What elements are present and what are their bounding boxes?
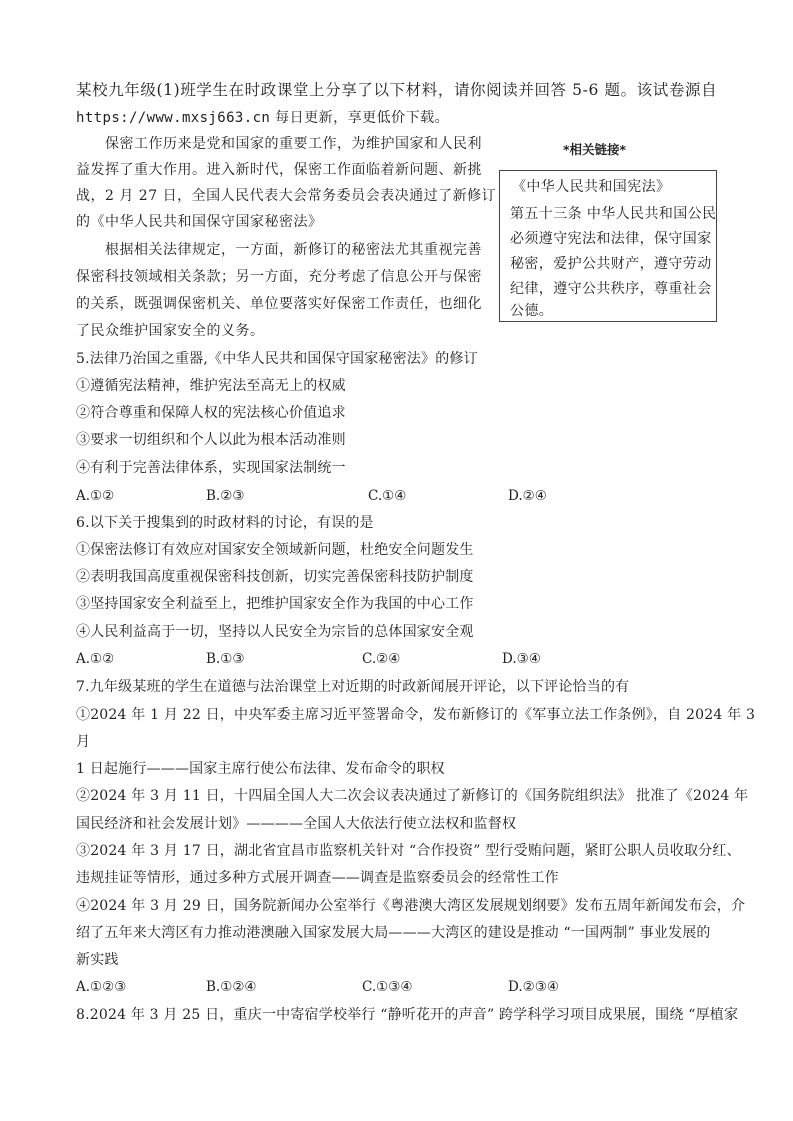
q6-item: ④人民利益高于一切，坚持以人民安全为宗旨的总体国家安全观 xyxy=(76,624,474,640)
q7-line: 绍了五年来大湾区有力推动港澳融入国家发展大局———大湾区的建设是推动 “一国两制” 事业发展的 xyxy=(76,925,711,941)
material-line: 了民众维护国家安全的义务。 xyxy=(76,323,265,339)
material-line: 保密科技领域相关条款；另一方面，充分考虑了信息公开与保密 xyxy=(76,269,482,285)
related-link-box xyxy=(499,170,717,322)
q8-stem: 8.2024 年 3 月 25 日，重庆一中寄宿学校举行 “静听花开的声音” 跨学科学习项目成果展，围绕 “厚植家 xyxy=(76,1007,739,1023)
q7-option-d[interactable]: D.②③④ xyxy=(508,979,559,995)
q7-option-a[interactable]: A.①②③ xyxy=(76,979,127,995)
q5-item: ④有利于完善法律体系，实现国家法制统一 xyxy=(76,460,346,476)
q5-stem: 5.法律乃治国之重器,《中华人民共和国保守国家秘密法》的修订 xyxy=(76,351,478,367)
q7-line: ③2024 年 3 月 17 日，湖北省宜昌市监察机关针对 “合作投资” 型行受贿问题，紧盯公职人员收取分红、 xyxy=(76,843,741,859)
q7-line: 国民经济和社会发展计划》————全国人大依法行使立法权和监督权 xyxy=(76,816,517,832)
q7-line: ②2024 年 3 月 11 日，十四届全国人大二次会议表决通过了新修订的《国务院组织法》 批准了《2024 年 xyxy=(76,788,749,804)
q7-option-b[interactable]: B.①②④ xyxy=(206,979,257,995)
q7-line: 1 日起施行———国家主席行使公布法律、发布命令的职权 xyxy=(76,761,445,777)
q7-line: ④2024 年 3 月 29 日，国务院新闻办公室举行《粤港澳大湾区发展规划纲要》发布五周年新闻发布会，介 xyxy=(76,898,746,914)
q6-option-a[interactable]: A.①② xyxy=(76,651,115,667)
material-line: 的关系，既强调保密机关、单位要落实好保密工作责任，也细化 xyxy=(76,296,482,312)
material-line: 的《中华人民共和国保守国家秘密法》 xyxy=(76,214,323,230)
q7-line: ①2024 年 1 月 22 日，中央军委主席习近平签署命令，发布新修订的《军事立法工作条例》，自 2024 年 3 xyxy=(76,707,756,723)
q6-option-c[interactable]: C.②④ xyxy=(362,651,401,667)
q5-option-d[interactable]: D.②④ xyxy=(508,488,547,504)
source-url[interactable]: https://www.mxsj663.cn xyxy=(76,110,271,126)
q5-item: ③要求一切组织和个人以此为根本活动准则 xyxy=(76,432,346,448)
q5-item: ②符合尊重和保障人权的宪法核心价值追求 xyxy=(76,405,346,421)
related-link-line: 秘密，爱护公共财产，遵守劳动 xyxy=(510,256,712,272)
related-link-line: 纪律，遵守公共秩序，尊重社会 xyxy=(510,281,712,297)
q5-item: ①遵循宪法精神，维护宪法至高无上的权威 xyxy=(76,378,346,394)
material-line: 战，2 月 27 日，全国人民代表大会常务委员会表决通过了新修订 xyxy=(76,188,497,204)
material-line: 保密工作历来是党和国家的重要工作，为维护国家和人民利 xyxy=(105,136,482,152)
q7-line: 新实践 xyxy=(76,952,119,968)
related-link-line: 第五十三条 中华人民共和国公民 xyxy=(510,206,717,222)
q5-option-c[interactable]: C.①④ xyxy=(368,488,407,504)
q6-item: ②表明我国高度重视保密科技创新，切实完善保密科技防护制度 xyxy=(76,569,474,585)
material-line: 根据相关法律规定，一方面，新修订的秘密法尤其重视完善 xyxy=(105,242,482,258)
intro-line: 某校九年级(1)班学生在时政课堂上分享了以下材料，请你阅读并回答 5-6 题。该试卷源自 xyxy=(76,81,718,99)
q6-stem: 6.以下关于搜集到的时政材料的讨论，有误的是 xyxy=(76,515,374,531)
q6-item: ③坚持国家安全利益至上，把维护国家安全作为我国的中心工作 xyxy=(76,596,474,612)
q7-line: 月 xyxy=(76,734,91,750)
q7-option-c[interactable]: C.①③④ xyxy=(362,979,413,995)
material-line: 益发挥了重大作用。进入新时代，保密工作面临着新问题、新挑 xyxy=(76,162,482,178)
related-link-title: *相关链接* xyxy=(563,142,627,157)
q6-option-b[interactable]: B.①③ xyxy=(206,651,245,667)
intro-source-line xyxy=(76,108,449,128)
q5-option-b[interactable]: B.②③ xyxy=(206,488,245,504)
related-link-line: 《中华人民共和国宪法》 xyxy=(512,179,671,195)
source-note: 每日更新，享更低价下载。 xyxy=(270,110,450,126)
related-link-line: 必须遵守宪法和法律，保守国家 xyxy=(510,231,712,247)
q7-line: 违规挂证等情形，通过多种方式展开调查——调查是监察委员会的经常性工作 xyxy=(76,870,559,886)
related-link-line: 公德。 xyxy=(510,303,554,319)
q6-option-d[interactable]: D.③④ xyxy=(502,651,541,667)
q6-item: ①保密法修订有效应对国家安全领域新问题，杜绝安全问题发生 xyxy=(76,542,474,558)
q5-option-a[interactable]: A.①② xyxy=(76,488,115,504)
q7-stem: 7.九年级某班的学生在道德与法治课堂上对近期的时政新闻展开评论，以下评论恰当的有 xyxy=(76,679,630,695)
